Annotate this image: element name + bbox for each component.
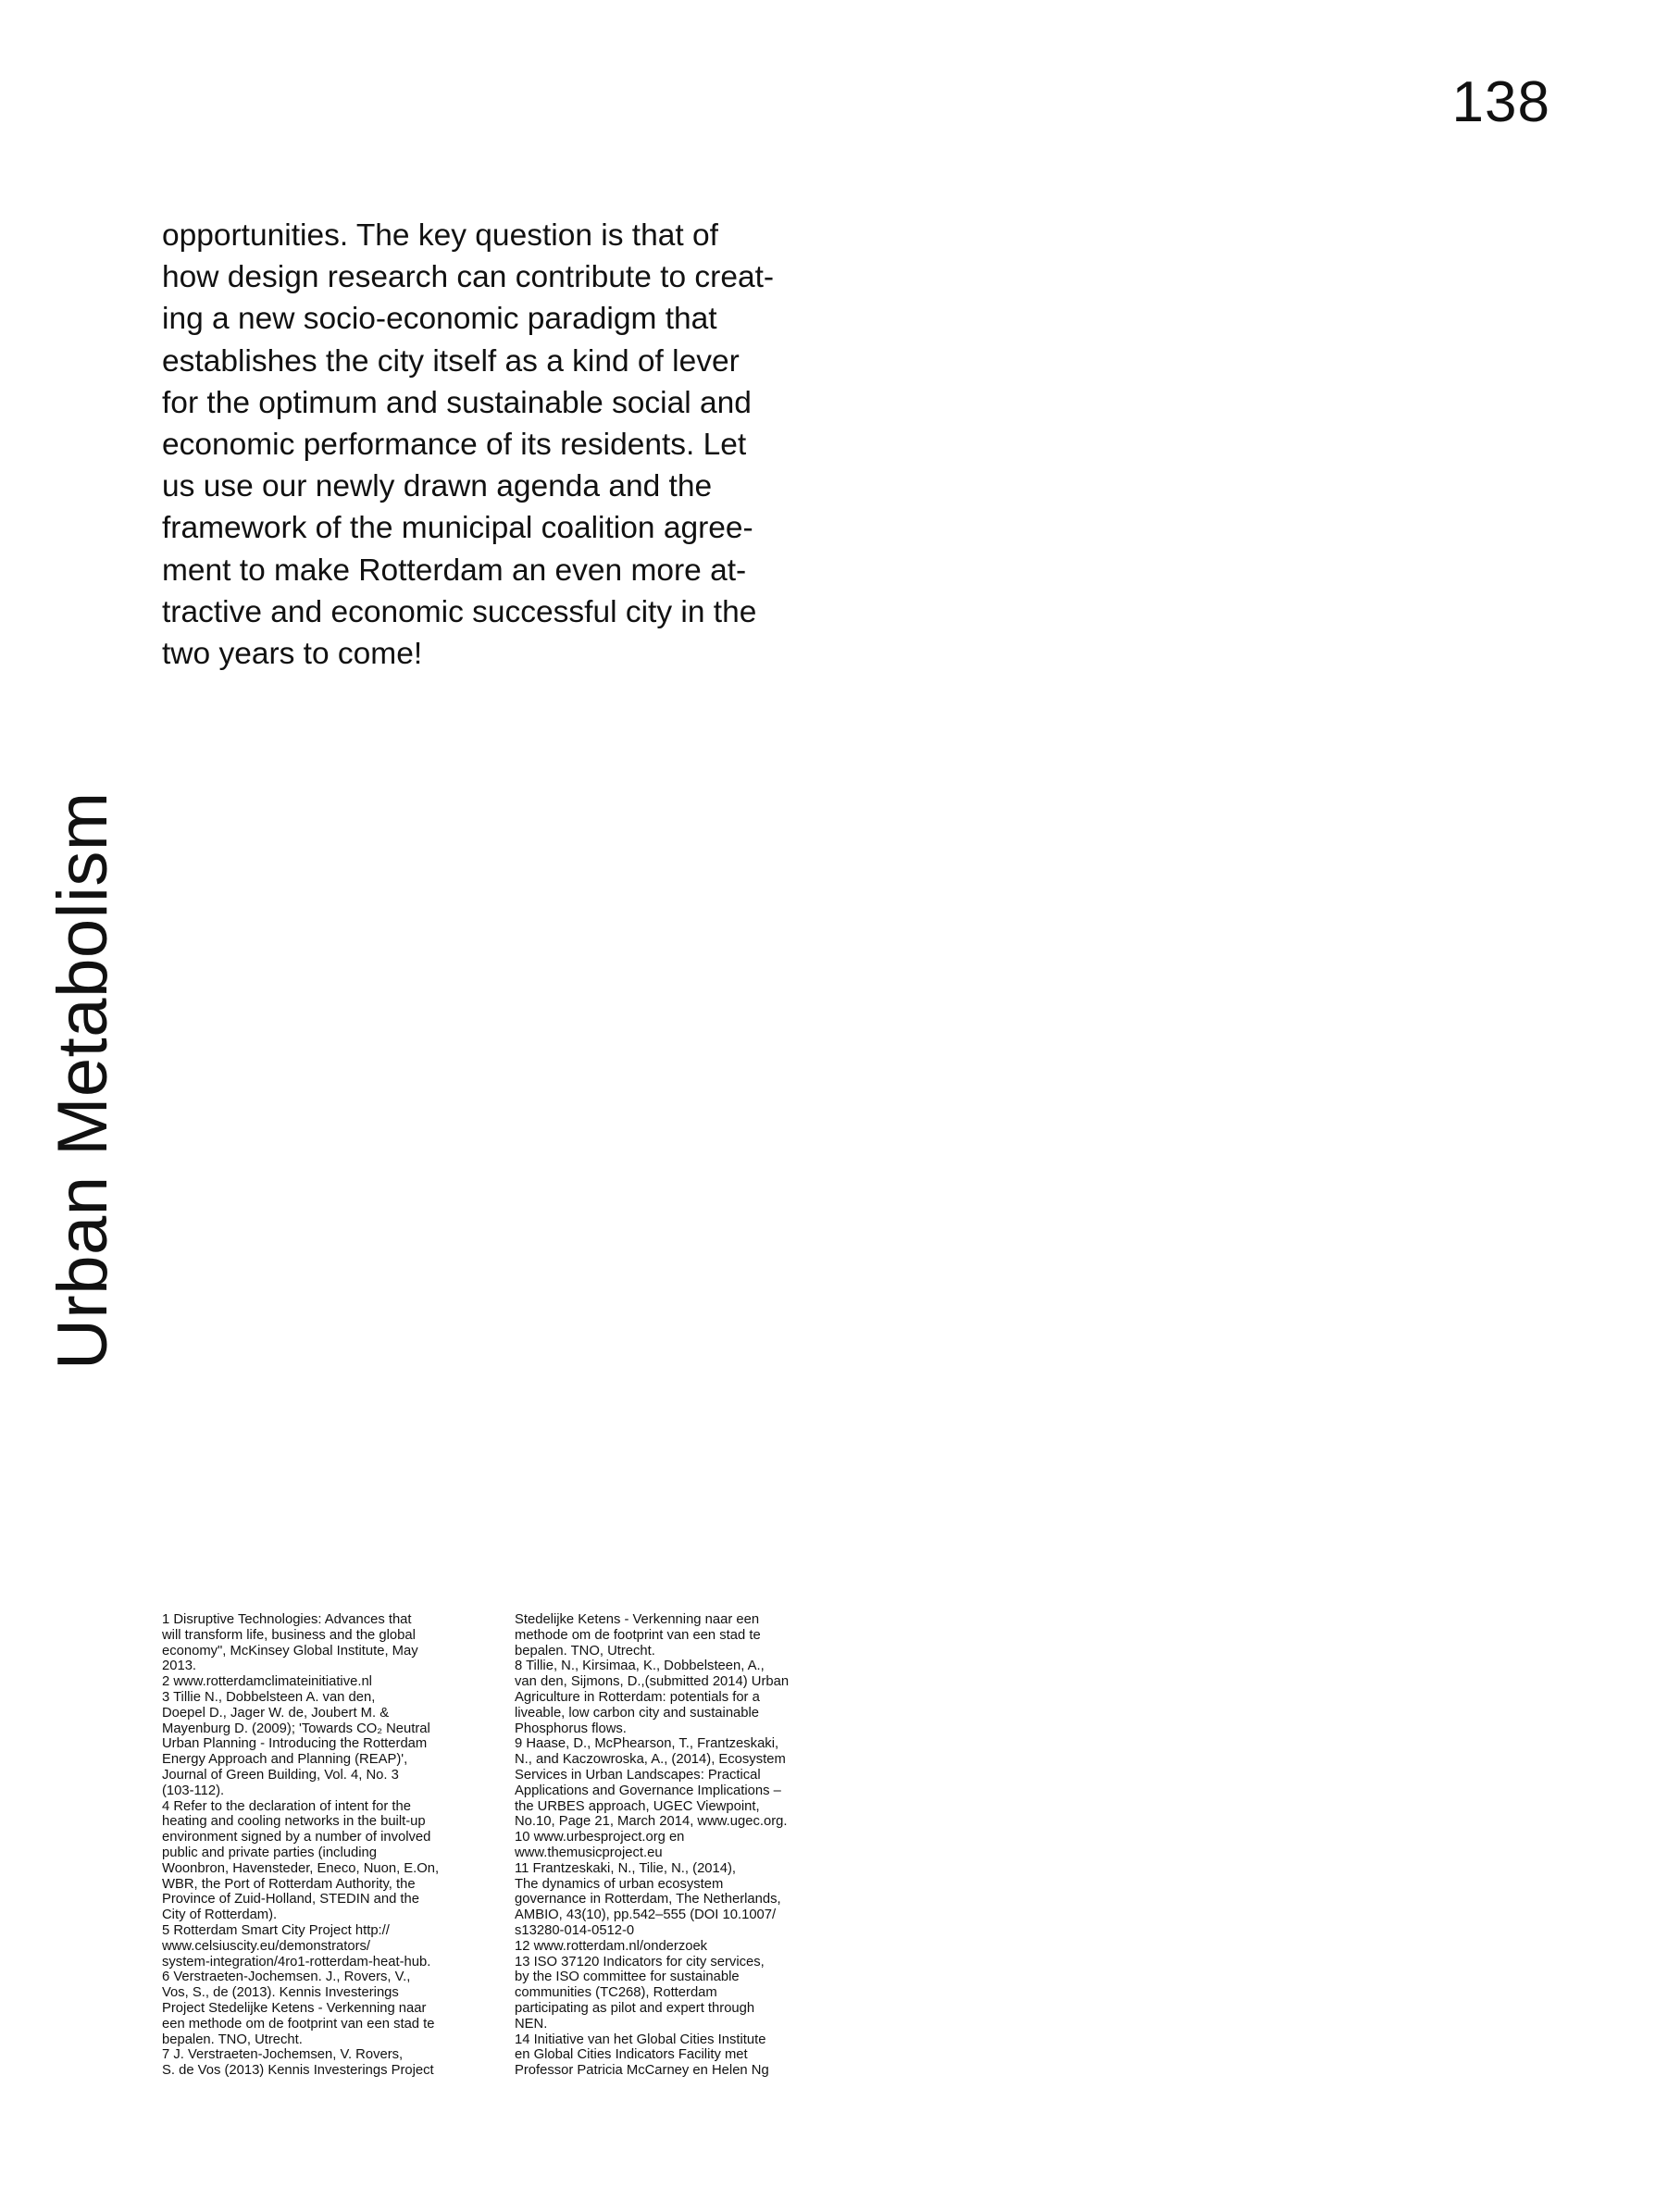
page-number: 138 bbox=[1451, 70, 1550, 134]
footnote-line: heating and cooling networks in the built-up bbox=[162, 1814, 426, 1830]
footnote-line: 12 www.rotterdam.nl/onderzoek bbox=[515, 1938, 708, 1954]
footnote-line: S. de Vos (2013) Kennis Investerings Project bbox=[162, 2063, 434, 2079]
footnote-line: environment signed by a number of involved bbox=[162, 1830, 431, 1845]
footnote-line: governance in Rotterdam, The Netherlands, bbox=[515, 1892, 781, 1907]
footnote-line: bepalen. TNO, Utrecht. bbox=[162, 2032, 303, 2047]
footnote-line: 3 Tillie N., Dobbelsteen A. van den, bbox=[162, 1689, 376, 1705]
footnote-line: Phosphorus flows. bbox=[515, 1721, 627, 1736]
footnote-line: Province of Zuid-Holland, STEDIN and the bbox=[162, 1892, 419, 1907]
footnote-line: The dynamics of urban ecosystem bbox=[515, 1876, 724, 1892]
footnote-line: van den, Sijmons, D.,(submitted 2014) Urban bbox=[515, 1674, 790, 1690]
footnote-line: City of Rotterdam). bbox=[162, 1907, 278, 1923]
footnote-line: 4 Refer to the declaration of intent for the bbox=[162, 1798, 411, 1814]
footnote-line: 9 Haase, D., McPhearson, T., Frantzeskaki, bbox=[515, 1736, 779, 1752]
footnote-line: Project Stedelijke Ketens - Verkenning naar bbox=[162, 2000, 427, 2016]
footnotes-column-left bbox=[162, 1612, 495, 2079]
footnote-line: 6 Verstraeten-Jochemsen. J., Rovers, V., bbox=[162, 1970, 411, 1985]
footnote-line: en Global Cities Indicators Facility met bbox=[515, 2047, 748, 2063]
footnote-line: 2013. bbox=[162, 1659, 197, 1674]
body-line: economic performance of its residents. Let bbox=[162, 428, 747, 463]
body-paragraph bbox=[162, 215, 847, 675]
footnote-line: the URBES approach, UGEC Viewpoint, bbox=[515, 1798, 760, 1814]
body-line: ing a new socio-economic paradigm that bbox=[162, 302, 717, 337]
footnote-line: Agriculture in Rotterdam: potentials for a bbox=[515, 1689, 760, 1705]
footnote-line: Vos, S., de (2013). Kennis Investerings bbox=[162, 1985, 399, 2001]
footnote-line: Woonbron, Havensteder, Eneco, Nuon, E.On, bbox=[162, 1860, 440, 1876]
footnote-line: methode om de footprint van een stad te bbox=[515, 1627, 761, 1643]
footnote-line: economy", McKinsey Global Institute, May bbox=[162, 1643, 418, 1659]
footnote-line: 2 www.rotterdamclimateinitiative.nl bbox=[162, 1674, 372, 1690]
footnote-line: No.10, Page 21, March 2014, www.ugec.org. bbox=[515, 1814, 788, 1830]
footnote-line: bepalen. TNO, Utrecht. bbox=[515, 1643, 655, 1659]
body-line: opportunities. The key question is that of bbox=[162, 218, 718, 253]
footnote-line: s13280-014-0512-0 bbox=[515, 1922, 635, 1938]
footnote-line: 13 ISO 37120 Indicators for city services, bbox=[515, 1954, 765, 1970]
footnotes-column-right bbox=[515, 1612, 857, 2079]
body-line: tractive and economic successful city in the bbox=[162, 594, 757, 629]
footnote-line: een methode om de footprint van een stad te bbox=[162, 2016, 435, 2032]
footnote-line: (103-112). bbox=[162, 1783, 225, 1798]
footnote-line: participating as pilot and expert through bbox=[515, 2000, 755, 2016]
footnote-line: communities (TC268), Rotterdam bbox=[515, 1985, 717, 2001]
body-line: ment to make Rotterdam an even more at- bbox=[162, 553, 747, 588]
footnote-line: Mayenburg D. (2009); 'Towards CO₂ Neutral bbox=[162, 1721, 430, 1736]
footnote-line: 5 Rotterdam Smart City Project http:// bbox=[162, 1922, 390, 1938]
footnote-line: liveable, low carbon city and sustainable bbox=[515, 1705, 760, 1721]
body-line: us use our newly drawn agenda and the bbox=[162, 469, 713, 504]
footnote-line: Energy Approach and Planning (REAP)', bbox=[162, 1752, 408, 1768]
footnote-line: NEN. bbox=[515, 2016, 548, 2032]
footnote-line: public and private parties (including bbox=[162, 1845, 377, 1860]
footnote-line: Services in Urban Landscapes: Practical bbox=[515, 1767, 761, 1783]
body-line: for the optimum and sustainable social and bbox=[162, 385, 752, 420]
footnote-line: www.celsiuscity.eu/demonstrators/ bbox=[162, 1938, 371, 1954]
body-line: establishes the city itself as a kind of lever bbox=[162, 343, 740, 379]
section-title-vertical: Urban Metabolism bbox=[44, 791, 122, 1370]
body-line: how design research can contribute to creat- bbox=[162, 260, 775, 295]
footnote-line: Journal of Green Building, Vol. 4, No. 3 bbox=[162, 1767, 399, 1783]
footnote-line: Doepel D., Jager W. de, Joubert M. & bbox=[162, 1705, 390, 1721]
footnote-line: 8 Tillie, N., Kirsimaa, K., Dobbelsteen, A., bbox=[515, 1659, 765, 1674]
footnote-line: 11 Frantzeskaki, N., Tilie, N., (2014), bbox=[515, 1860, 737, 1876]
footnote-line: Stedelijke Ketens - Verkenning naar een bbox=[515, 1612, 760, 1627]
body-line: two years to come! bbox=[162, 637, 423, 672]
footnote-line: will transform life, business and the global bbox=[162, 1627, 416, 1643]
footnote-line: Professor Patricia McCarney en Helen Ng bbox=[515, 2063, 769, 2079]
footnote-line: 7 J. Verstraeten-Jochemsen, V. Rovers, bbox=[162, 2047, 404, 2063]
footnote-line: AMBIO, 43(10), pp.542–555 (DOI 10.1007/ bbox=[515, 1907, 777, 1923]
footnote-line: N., and Kaczowroska, A., (2014), Ecosystem bbox=[515, 1752, 786, 1768]
footnote-line: 1 Disruptive Technologies: Advances that bbox=[162, 1612, 412, 1627]
footnote-line: Applications and Governance Implications – bbox=[515, 1783, 781, 1798]
footnote-line: 10 www.urbesproject.org en bbox=[515, 1830, 685, 1845]
footnote-line: www.themusicproject.eu bbox=[515, 1845, 663, 1860]
footnote-line: Urban Planning - Introducing the Rotterdam bbox=[162, 1736, 428, 1752]
footnote-line: 14 Initiative van het Global Cities Institute bbox=[515, 2032, 766, 2047]
body-line: framework of the municipal coalition agree- bbox=[162, 511, 753, 546]
footnote-line: by the ISO committee for sustainable bbox=[515, 1970, 740, 1985]
footnote-line: system-integration/4ro1-rotterdam-heat-hub. bbox=[162, 1954, 431, 1970]
footnote-line: WBR, the Port of Rotterdam Authority, the bbox=[162, 1876, 416, 1892]
